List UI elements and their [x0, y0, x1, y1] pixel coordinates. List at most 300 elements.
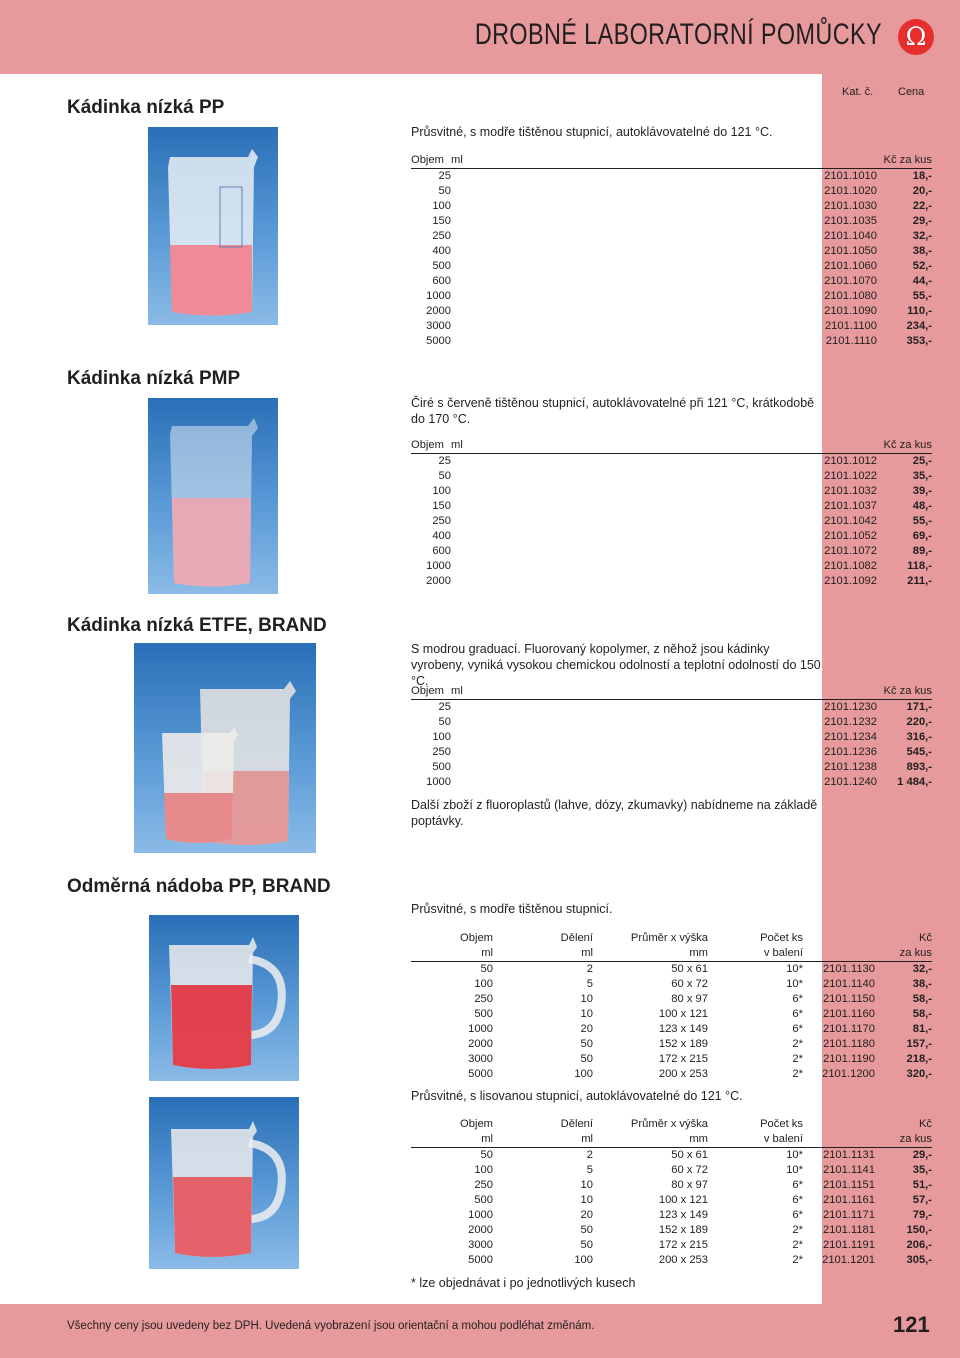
- cell-kat: 2101.1032: [824, 485, 877, 497]
- cell-spacer: [451, 484, 476, 499]
- cell-kat: 2101.1232: [824, 716, 877, 728]
- cell-kat: 2101.1052: [824, 530, 877, 542]
- cell-objem: 250: [432, 515, 451, 527]
- cell-objem: 25: [438, 170, 451, 182]
- cell-kat: 2101.1070: [824, 275, 877, 287]
- cell-spacer: [476, 559, 797, 574]
- col-prumer-unit: mm: [593, 1132, 708, 1148]
- section-title: Kádinka nízká ETFE, BRAND: [67, 615, 327, 636]
- cell-pocet: 2*: [792, 1053, 803, 1065]
- table-row: [411, 730, 932, 745]
- cell-kat: 2101.1010: [824, 170, 877, 182]
- cell-objem: 600: [432, 275, 451, 287]
- cell-pocet: 2*: [792, 1224, 803, 1236]
- cell-objem: 50: [480, 963, 493, 975]
- cell-deleni: 2: [586, 1149, 593, 1161]
- cell-objem: 5000: [426, 335, 451, 347]
- table-row: [411, 334, 932, 349]
- col-objem: Objem: [460, 1118, 493, 1130]
- cell-kat: 2101.1012: [824, 455, 877, 467]
- cell-price: 39,-: [912, 485, 932, 497]
- cell-price: 38,-: [912, 978, 932, 990]
- table-row: [411, 977, 932, 992]
- cell-prumer: 152 x 189: [658, 1038, 708, 1050]
- cell-price: 57,-: [912, 1194, 932, 1206]
- cell-spacer: [476, 289, 797, 304]
- cell-objem: 50: [438, 716, 451, 728]
- cell-deleni: 10: [580, 993, 593, 1005]
- cell-prumer: 60 x 72: [671, 978, 708, 990]
- table-row: [411, 1022, 932, 1037]
- cell-deleni: 100: [574, 1068, 593, 1080]
- cell-prumer: 100 x 121: [658, 1194, 708, 1206]
- cell-price: 353,-: [906, 335, 932, 347]
- cell-kat: 2101.1022: [824, 470, 877, 482]
- cell-objem: 25: [438, 455, 451, 467]
- cell-objem: 50: [480, 1149, 493, 1161]
- cell-objem: 50: [438, 470, 451, 482]
- cell-price: 157,-: [906, 1038, 932, 1050]
- cell-price: 20,-: [912, 185, 932, 197]
- price-table-jug-1: [411, 931, 932, 1082]
- cell-objem: 1000: [426, 776, 451, 788]
- cell-kat: 2101.1151: [822, 1179, 875, 1191]
- cell-objem: 400: [432, 245, 451, 257]
- cell-prumer: 50 x 61: [671, 1149, 708, 1161]
- cell-kat: 2101.1130: [822, 963, 875, 975]
- table-row: [411, 1208, 932, 1223]
- cell-spacer: [476, 715, 797, 730]
- col-prumer: Průměr x výška: [630, 1118, 708, 1130]
- section-note: * lze objednávat i po jednotlivých kusech: [411, 1276, 636, 1290]
- cell-price: 1 484,-: [897, 776, 932, 788]
- cell-prumer: 80 x 97: [671, 1179, 708, 1191]
- cell-price: 38,-: [912, 245, 932, 257]
- cell-kat: 2101.1080: [824, 290, 877, 302]
- cell-objem: 2000: [426, 305, 451, 317]
- cell-deleni: 50: [580, 1038, 593, 1050]
- cell-pocet: 2*: [792, 1254, 803, 1266]
- col-objem: Objem: [460, 932, 493, 944]
- col-price-unit: za kus: [875, 1132, 932, 1148]
- cell-pocet: 6*: [792, 1008, 803, 1020]
- cell-pocet: 6*: [792, 1194, 803, 1206]
- col-pocet: Počet ks: [760, 932, 803, 944]
- cell-spacer: [451, 214, 476, 229]
- table-row: [411, 244, 932, 259]
- cell-objem: 2000: [468, 1224, 493, 1236]
- cell-pocet: 10*: [786, 1164, 803, 1176]
- col-unit: ml: [451, 684, 476, 700]
- cell-objem: 100: [474, 1164, 493, 1176]
- cell-price: 48,-: [912, 500, 932, 512]
- cell-spacer: [451, 730, 476, 745]
- cell-spacer: [476, 454, 797, 470]
- cell-kat: 2101.1230: [824, 701, 877, 713]
- cell-price: 44,-: [912, 275, 932, 287]
- cell-kat: 2101.1200: [822, 1068, 875, 1080]
- col-pocet-unit: v balení: [708, 946, 803, 962]
- cell-deleni: 2: [586, 963, 593, 975]
- cell-deleni: 100: [574, 1254, 593, 1266]
- cell-spacer: [451, 529, 476, 544]
- cell-prumer: 152 x 189: [658, 1224, 708, 1236]
- table-row: [411, 214, 932, 229]
- table-row: [411, 289, 932, 304]
- col-deleni-unit: ml: [493, 946, 593, 962]
- cell-price: 89,-: [912, 545, 932, 557]
- product-photo-etfe-beaker: [134, 643, 316, 853]
- cell-price: 110,-: [907, 305, 932, 317]
- cell-kat: 2101.1170: [822, 1023, 875, 1035]
- cell-price: 32,-: [912, 963, 932, 975]
- table-row: [411, 1253, 932, 1268]
- cell-spacer: [476, 214, 797, 229]
- cell-kat: 2101.1160: [822, 1008, 875, 1020]
- cell-spacer: [451, 229, 476, 244]
- cell-pocet: 2*: [792, 1038, 803, 1050]
- cell-kat: 2101.1092: [824, 575, 877, 587]
- table-row: [411, 529, 932, 544]
- cell-deleni: 20: [580, 1209, 593, 1221]
- cell-objem: 250: [432, 230, 451, 242]
- section-description: Průsvitné, s modře tištěnou stupnicí, autoklávovatelné do 121 °C.: [411, 125, 773, 139]
- cell-spacer: [451, 169, 476, 185]
- cell-spacer: [476, 304, 797, 319]
- cell-price: 305,-: [906, 1254, 932, 1266]
- cell-objem: 250: [474, 993, 493, 1005]
- cell-spacer: [451, 514, 476, 529]
- cell-spacer: [451, 184, 476, 199]
- cell-spacer: [451, 775, 476, 790]
- cell-deleni: 5: [586, 1164, 593, 1176]
- table-row: [411, 499, 932, 514]
- cell-objem: 600: [432, 545, 451, 557]
- cell-spacer: [476, 199, 797, 214]
- cell-price: 35,-: [912, 1164, 932, 1176]
- cell-kat: 2101.1037: [824, 500, 877, 512]
- cell-price: 32,-: [912, 230, 932, 242]
- cell-price: 35,-: [912, 470, 932, 482]
- cell-objem: 100: [432, 200, 451, 212]
- table-row: [411, 962, 932, 978]
- cell-spacer: [476, 745, 797, 760]
- table-row: [411, 259, 932, 274]
- col-price: Kč za kus: [877, 684, 932, 700]
- cell-objem: 150: [432, 215, 451, 227]
- col-deleni: Dělení: [560, 932, 593, 944]
- cell-kat: 2101.1190: [822, 1053, 875, 1065]
- cell-spacer: [476, 244, 797, 259]
- cell-spacer: [451, 454, 476, 470]
- cell-kat: 2101.1040: [824, 230, 877, 242]
- cell-spacer: [451, 199, 476, 214]
- cell-spacer: [451, 715, 476, 730]
- cell-prumer: 123 x 149: [658, 1023, 708, 1035]
- cell-spacer: [476, 184, 797, 199]
- cell-spacer: [476, 229, 797, 244]
- page-header-title: DROBNÉ LABORATORNÍ POMŮCKY: [474, 18, 882, 51]
- table-row: [411, 1238, 932, 1253]
- table-row: [411, 184, 932, 199]
- cell-spacer: [476, 514, 797, 529]
- price-table-pp: [411, 153, 932, 349]
- cell-kat: 2101.1201: [822, 1254, 875, 1266]
- cell-prumer: 172 x 215: [658, 1239, 708, 1251]
- cell-price: 79,-: [912, 1209, 932, 1221]
- cell-kat: 2101.1035: [824, 215, 877, 227]
- cell-kat: 2101.1238: [824, 761, 877, 773]
- cell-spacer: [476, 730, 797, 745]
- cell-objem: 2000: [468, 1038, 493, 1050]
- cell-prumer: 50 x 61: [671, 963, 708, 975]
- table-row: [411, 319, 932, 334]
- cell-prumer: 100 x 121: [658, 1008, 708, 1020]
- section-title: Kádinka nízká PP: [67, 97, 225, 118]
- cell-spacer: [451, 574, 476, 589]
- cell-prumer: 172 x 215: [658, 1053, 708, 1065]
- cell-spacer: [451, 760, 476, 775]
- table-row: [411, 229, 932, 244]
- cell-price: 211,-: [907, 575, 932, 587]
- footer-disclaimer: Všechny ceny jsou uvedeny bez DPH. Uvedená vyobrazení jsou orientační a mohou podléhat změnám.: [67, 1320, 595, 1332]
- cell-kat: 2101.1110: [825, 335, 877, 347]
- cell-price: 234,-: [906, 320, 932, 332]
- col-deleni-unit: ml: [493, 1132, 593, 1148]
- cell-objem: 1000: [468, 1023, 493, 1035]
- cell-prumer: 200 x 253: [658, 1254, 708, 1266]
- table-row: [411, 274, 932, 289]
- cell-kat: 2101.1042: [824, 515, 877, 527]
- cell-price: 69,-: [912, 530, 932, 542]
- cell-price: 150,-: [906, 1224, 932, 1236]
- cell-objem: 1000: [426, 560, 451, 572]
- cell-kat: 2101.1180: [822, 1038, 875, 1050]
- cell-price: 55,-: [912, 515, 932, 527]
- table-row: [411, 992, 932, 1007]
- cell-spacer: [451, 289, 476, 304]
- cell-spacer: [476, 469, 797, 484]
- col-unit: ml: [451, 153, 476, 169]
- cell-kat: 2101.1100: [824, 320, 877, 332]
- table-row: [411, 1163, 932, 1178]
- cell-objem: 500: [474, 1194, 493, 1206]
- cell-deleni: 10: [580, 1008, 593, 1020]
- cell-kat: 2101.1082: [824, 560, 877, 572]
- table-row: [411, 574, 932, 589]
- cell-objem: 250: [432, 746, 451, 758]
- cell-deleni: 20: [580, 1023, 593, 1035]
- cell-objem: 100: [432, 485, 451, 497]
- cell-kat: 2101.1240: [824, 776, 877, 788]
- cell-spacer: [451, 244, 476, 259]
- table-row: [411, 1052, 932, 1067]
- cell-price: 51,-: [912, 1179, 932, 1191]
- cell-deleni: 5: [586, 978, 593, 990]
- cell-spacer: [476, 334, 797, 349]
- cell-kat: 2101.1150: [822, 993, 875, 1005]
- cell-pocet: 10*: [786, 978, 803, 990]
- col-pocet: Počet ks: [760, 1118, 803, 1130]
- cell-objem: 3000: [468, 1053, 493, 1065]
- table-row: [411, 715, 932, 730]
- cell-kat: 2101.1072: [824, 545, 877, 557]
- col-objem-unit: ml: [411, 1132, 493, 1148]
- cell-price: 29,-: [912, 215, 932, 227]
- cell-price: 52,-: [912, 260, 932, 272]
- product-photo-pmp-beaker: [148, 398, 278, 594]
- cell-objem: 2000: [426, 575, 451, 587]
- cell-spacer: [476, 700, 797, 716]
- cell-price: 545,-: [906, 746, 932, 758]
- cell-spacer: [476, 529, 797, 544]
- cell-price: 55,-: [912, 290, 932, 302]
- cell-kat: 2101.1020: [824, 185, 877, 197]
- cell-price: 171,-: [906, 701, 932, 713]
- cell-objem: 250: [474, 1179, 493, 1191]
- cell-prumer: 123 x 149: [658, 1209, 708, 1221]
- cell-price: 29,-: [912, 1149, 932, 1161]
- cell-objem: 5000: [468, 1068, 493, 1080]
- col-objem: Objem: [411, 684, 451, 700]
- cell-spacer: [451, 469, 476, 484]
- cell-objem: 100: [432, 731, 451, 743]
- section-title: Odměrná nádoba PP, BRAND: [67, 876, 331, 897]
- cell-spacer: [476, 499, 797, 514]
- cell-objem: 1000: [426, 290, 451, 302]
- col-unit: ml: [451, 438, 476, 454]
- cell-pocet: 10*: [786, 1149, 803, 1161]
- cell-price: 320,-: [906, 1068, 932, 1080]
- cell-spacer: [451, 544, 476, 559]
- cell-deleni: 50: [580, 1053, 593, 1065]
- price-table-etfe: [411, 684, 932, 790]
- cell-price: 316,-: [906, 731, 932, 743]
- cell-spacer: [476, 544, 797, 559]
- cell-kat: 2101.1050: [824, 245, 877, 257]
- cell-kat: 2101.1140: [822, 978, 875, 990]
- cell-spacer: [451, 745, 476, 760]
- cell-spacer: [451, 304, 476, 319]
- col-objem: Objem: [411, 153, 451, 169]
- column-header-kat: Kat. č.: [842, 86, 874, 98]
- col-prumer: Průměr x výška: [630, 932, 708, 944]
- cell-price: 218,-: [906, 1053, 932, 1065]
- col-price: Kč: [918, 932, 932, 944]
- cell-spacer: [451, 274, 476, 289]
- table-row: [411, 199, 932, 214]
- table-row: [411, 1037, 932, 1052]
- cell-objem: 500: [432, 260, 451, 272]
- col-prumer-unit: mm: [593, 946, 708, 962]
- cell-objem: 25: [438, 701, 451, 713]
- product-photo-measuring-jug-blue: [149, 915, 299, 1081]
- cell-kat: 2101.1030: [824, 200, 877, 212]
- cell-spacer: [476, 574, 797, 589]
- cell-spacer: [476, 760, 797, 775]
- table-row: [411, 1067, 932, 1082]
- cell-spacer: [451, 499, 476, 514]
- section-note: Další zboží z fluoroplastů (lahve, dózy, zkumavky) nabídneme na základě poptávky.: [411, 798, 818, 828]
- table-description: Průsvitné, s lisovanou stupnicí, autoklávovatelné do 121 °C.: [411, 1089, 743, 1103]
- omega-logo-icon: Ω: [898, 19, 934, 55]
- cell-kat: 2101.1131: [822, 1149, 875, 1161]
- section-title: Kádinka nízká PMP: [67, 368, 241, 389]
- table-description: Průsvitné, s modře tištěnou stupnicí.: [411, 902, 613, 916]
- cell-objem: 500: [432, 761, 451, 773]
- cell-objem: 3000: [426, 320, 451, 332]
- table-row: [411, 544, 932, 559]
- product-photo-measuring-jug-moulded: [149, 1097, 299, 1269]
- page-number: 121: [893, 1312, 930, 1337]
- cell-spacer: [476, 259, 797, 274]
- cell-kat: 2101.1236: [824, 746, 877, 758]
- col-pocet-unit: v balení: [708, 1132, 803, 1148]
- cell-pocet: 10*: [786, 963, 803, 975]
- col-price-unit: za kus: [875, 946, 932, 962]
- col-price: Kč: [918, 1118, 932, 1130]
- cell-spacer: [451, 700, 476, 716]
- cell-objem: 150: [432, 500, 451, 512]
- cell-prumer: 80 x 97: [671, 993, 708, 1005]
- cell-kat: 2101.1234: [824, 731, 877, 743]
- col-price: Kč za kus: [877, 438, 932, 454]
- cell-price: 81,-: [912, 1023, 932, 1035]
- cell-deleni: 50: [580, 1239, 593, 1251]
- table-row: [411, 169, 932, 185]
- cell-spacer: [476, 274, 797, 289]
- cell-price: 220,-: [906, 716, 932, 728]
- cell-price: 25,-: [912, 455, 932, 467]
- table-row: [411, 1007, 932, 1022]
- section-description: Čiré s červeně tištěnou stupnicí, autoklávovatelné při 121 °C, krátkodobě do 170 °C.: [411, 396, 815, 426]
- column-header-cena: Cena: [898, 86, 925, 98]
- table-row: [411, 700, 932, 716]
- cell-kat: 2101.1191: [822, 1239, 875, 1251]
- cell-price: 206,-: [906, 1239, 932, 1251]
- table-row: [411, 760, 932, 775]
- col-deleni: Dělení: [560, 1118, 593, 1130]
- table-row: [411, 745, 932, 760]
- cell-spacer: [451, 259, 476, 274]
- cell-objem: 3000: [468, 1239, 493, 1251]
- table-row: [411, 559, 932, 574]
- cell-price: 58,-: [912, 1008, 932, 1020]
- price-table-pmp: [411, 438, 932, 589]
- section-description: S modrou graduací. Fluorovaný kopolymer, z něhož jsou kádinky vyrobeny, vyniká vysokou chemickou odolností a teplotní odolností do 150 °C.: [411, 642, 821, 688]
- cell-prumer: 200 x 253: [658, 1068, 708, 1080]
- cell-kat: 2101.1161: [822, 1194, 875, 1206]
- cell-pocet: 6*: [792, 1179, 803, 1191]
- cell-prumer: 60 x 72: [671, 1164, 708, 1176]
- cell-pocet: 6*: [792, 1023, 803, 1035]
- cell-price: 118,-: [907, 560, 932, 572]
- cell-pocet: 2*: [792, 1068, 803, 1080]
- table-row: [411, 1148, 932, 1164]
- cell-pocet: 2*: [792, 1239, 803, 1251]
- price-table-jug-2: [411, 1117, 932, 1268]
- table-row: [411, 484, 932, 499]
- table-row: [411, 1193, 932, 1208]
- cell-spacer: [451, 319, 476, 334]
- cell-kat: 2101.1181: [822, 1224, 875, 1236]
- table-row: [411, 469, 932, 484]
- cell-kat: 2101.1141: [822, 1164, 875, 1176]
- table-row: [411, 775, 932, 790]
- table-row: [411, 1223, 932, 1238]
- cell-spacer: [476, 484, 797, 499]
- cell-objem: 100: [474, 978, 493, 990]
